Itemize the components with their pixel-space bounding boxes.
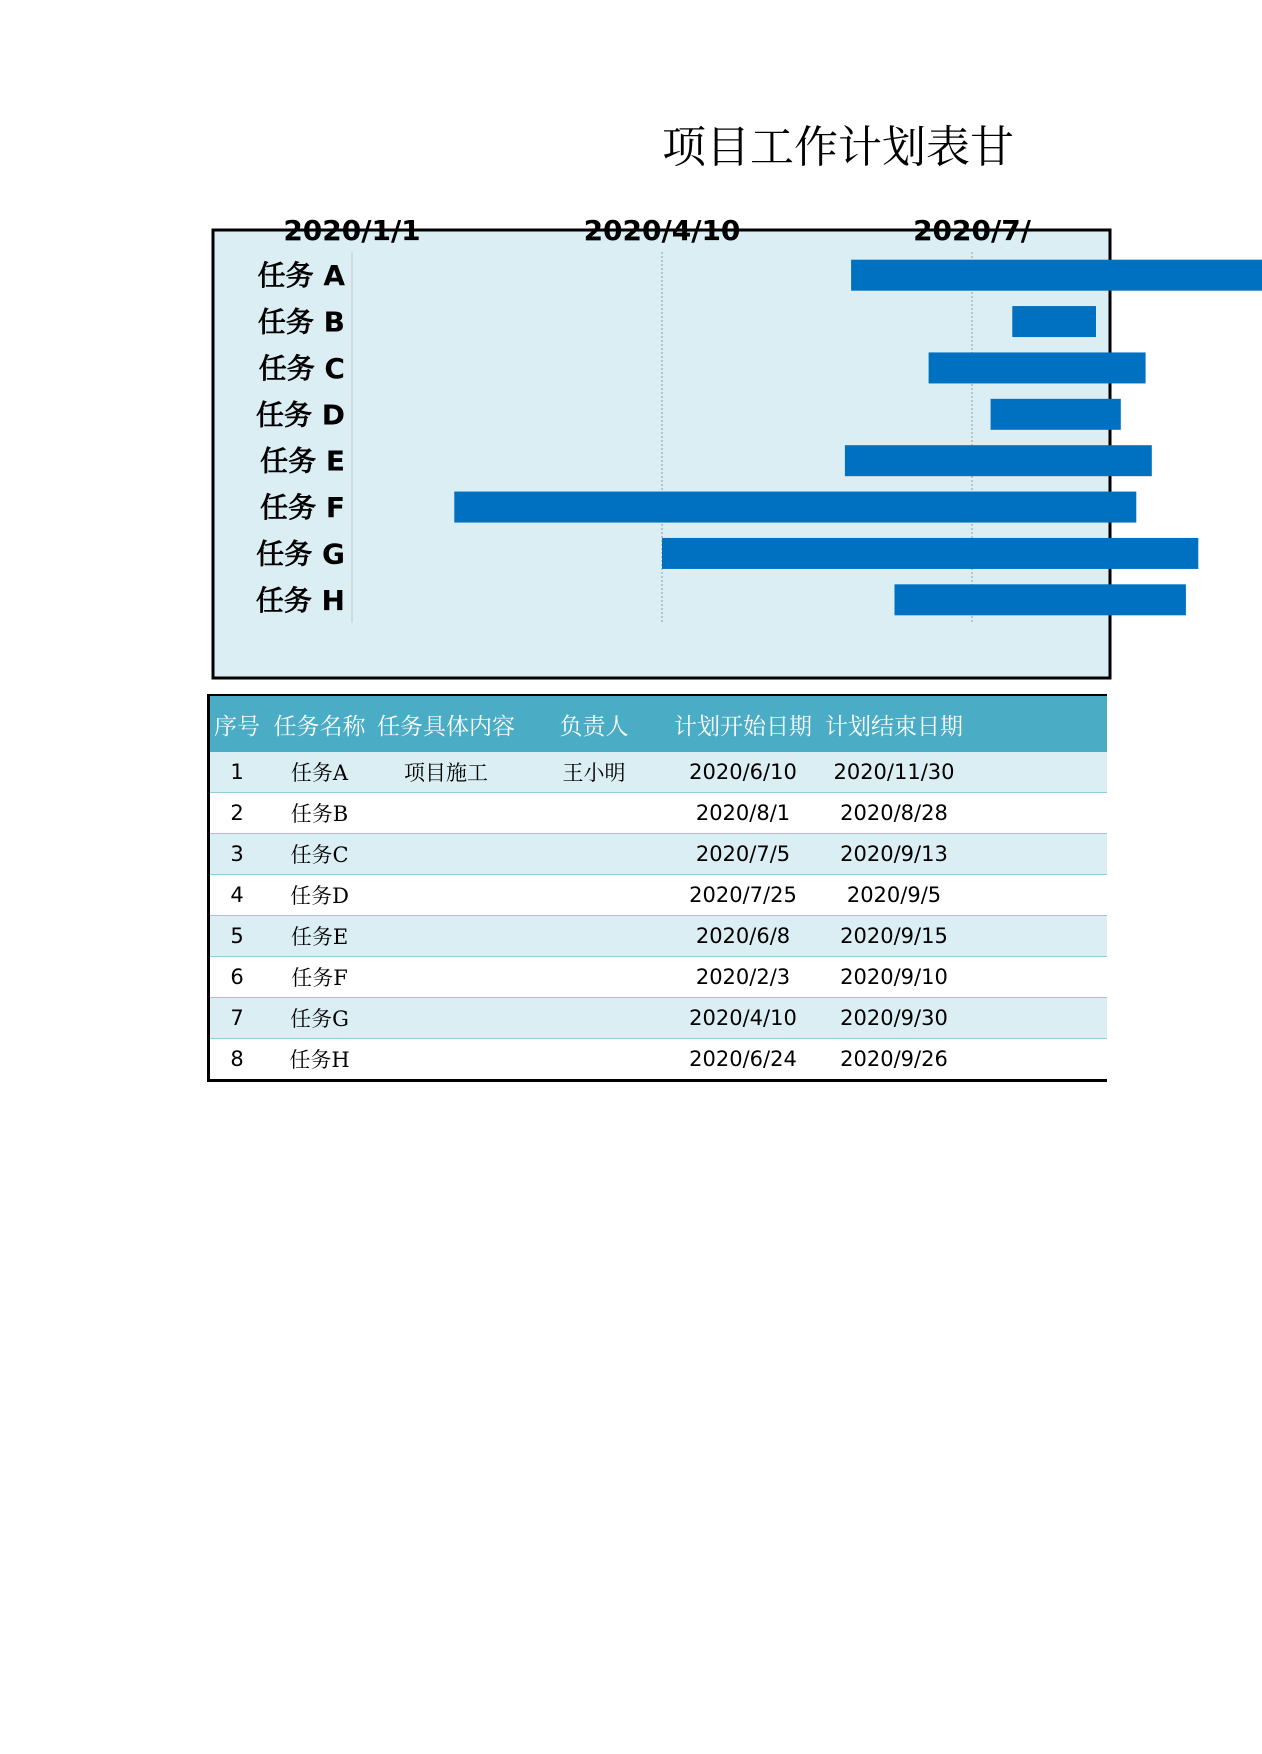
cell-extra	[970, 752, 1107, 793]
table-header-row	[207, 696, 1107, 752]
cell-index: 5	[207, 916, 267, 957]
gantt-bar	[851, 260, 1262, 291]
cell-start-date: 2020/2/3	[668, 957, 818, 998]
category-label: 任务 A	[257, 259, 345, 293]
cell-task-name: 任务A	[267, 752, 372, 793]
header-task-content: 任务具体内容	[372, 696, 520, 752]
cell-extra	[970, 1039, 1107, 1081]
cell-task-content	[372, 793, 520, 834]
cell-owner	[520, 916, 668, 957]
cell-end-date: 2020/9/26	[818, 1039, 970, 1081]
task-table	[207, 696, 1107, 1082]
table-body	[207, 752, 1107, 1081]
header-owner: 负责人	[520, 696, 668, 752]
header-extra	[970, 696, 1107, 752]
table-row	[207, 752, 1107, 793]
gantt-chart	[0, 0, 1031, 690]
cell-index: 3	[207, 834, 267, 875]
cell-extra	[970, 834, 1107, 875]
cell-index: 1	[207, 752, 267, 793]
cell-task-name: 任务B	[267, 793, 372, 834]
gantt-bar	[991, 399, 1121, 430]
gantt-bar	[662, 538, 1198, 569]
cell-task-name: 任务G	[267, 998, 372, 1039]
cell-task-content	[372, 957, 520, 998]
header-end-date: 计划结束日期	[818, 696, 970, 752]
cell-start-date: 2020/7/25	[668, 875, 818, 916]
cell-end-date: 2020/8/28	[818, 793, 970, 834]
cell-index: 7	[207, 998, 267, 1039]
gantt-bar	[454, 492, 1136, 523]
cell-start-date: 2020/4/10	[668, 998, 818, 1039]
cell-extra	[970, 916, 1107, 957]
cell-task-name: 任务H	[267, 1039, 372, 1081]
cell-start-date: 2020/6/10	[668, 752, 818, 793]
category-label: 任务 H	[255, 583, 345, 617]
cell-start-date: 2020/6/8	[668, 916, 818, 957]
table-left-border	[207, 696, 210, 1079]
table-row	[207, 916, 1107, 957]
x-tick-label: 2020/4/10	[583, 214, 741, 247]
cell-task-content: 项目施工	[372, 752, 520, 793]
gantt-bar	[845, 445, 1152, 476]
category-label: 任务 G	[256, 537, 345, 571]
cell-start-date: 2020/8/1	[668, 793, 818, 834]
category-label: 任务 F	[260, 491, 345, 525]
cell-start-date: 2020/6/24	[668, 1039, 818, 1081]
category-label: 任务 E	[260, 444, 345, 478]
cell-end-date: 2020/9/30	[818, 998, 970, 1039]
cell-end-date: 2020/11/30	[818, 752, 970, 793]
cell-owner	[520, 834, 668, 875]
cell-owner	[520, 957, 668, 998]
gantt-bar	[895, 584, 1186, 615]
category-label: 任务 C	[258, 351, 345, 385]
cell-start-date: 2020/7/5	[668, 834, 818, 875]
table-row	[207, 957, 1107, 998]
cell-owner	[520, 875, 668, 916]
header-task-name: 任务名称	[267, 696, 372, 752]
cell-owner	[520, 793, 668, 834]
table-row	[207, 1039, 1107, 1081]
cell-task-content	[372, 1039, 520, 1081]
cell-end-date: 2020/9/5	[818, 875, 970, 916]
gantt-bar	[929, 352, 1146, 383]
cell-task-name: 任务F	[267, 957, 372, 998]
cell-owner	[520, 1039, 668, 1081]
table-row	[207, 998, 1107, 1039]
category-label: 任务 D	[256, 398, 345, 432]
cell-index: 8	[207, 1039, 267, 1081]
page-title: 项目工作计划表甘	[662, 122, 1014, 173]
table-row	[207, 834, 1107, 875]
cell-extra	[970, 957, 1107, 998]
cell-end-date: 2020/9/10	[818, 957, 970, 998]
gantt-bar	[1012, 306, 1096, 337]
cell-owner: 王小明	[520, 752, 668, 793]
header-index: 序号	[207, 696, 267, 752]
category-label: 任务 B	[257, 305, 345, 339]
header-start-date: 计划开始日期	[668, 696, 818, 752]
cell-end-date: 2020/9/15	[818, 916, 970, 957]
cell-task-name: 任务D	[267, 875, 372, 916]
table-row	[207, 875, 1107, 916]
cell-end-date: 2020/9/13	[818, 834, 970, 875]
x-tick-label: 2020/1/1	[283, 214, 421, 247]
cell-extra	[970, 793, 1107, 834]
cell-owner	[520, 998, 668, 1039]
table-row	[207, 793, 1107, 834]
x-tick-label: 2020/7/	[913, 214, 1031, 247]
cell-task-content	[372, 834, 520, 875]
cell-task-name: 任务E	[267, 916, 372, 957]
cell-index: 4	[207, 875, 267, 916]
cell-task-content	[372, 998, 520, 1039]
cell-extra	[970, 998, 1107, 1039]
cell-task-content	[372, 875, 520, 916]
cell-task-content	[372, 916, 520, 957]
cell-index: 2	[207, 793, 267, 834]
cell-index: 6	[207, 957, 267, 998]
cell-extra	[970, 875, 1107, 916]
cell-task-name: 任务C	[267, 834, 372, 875]
